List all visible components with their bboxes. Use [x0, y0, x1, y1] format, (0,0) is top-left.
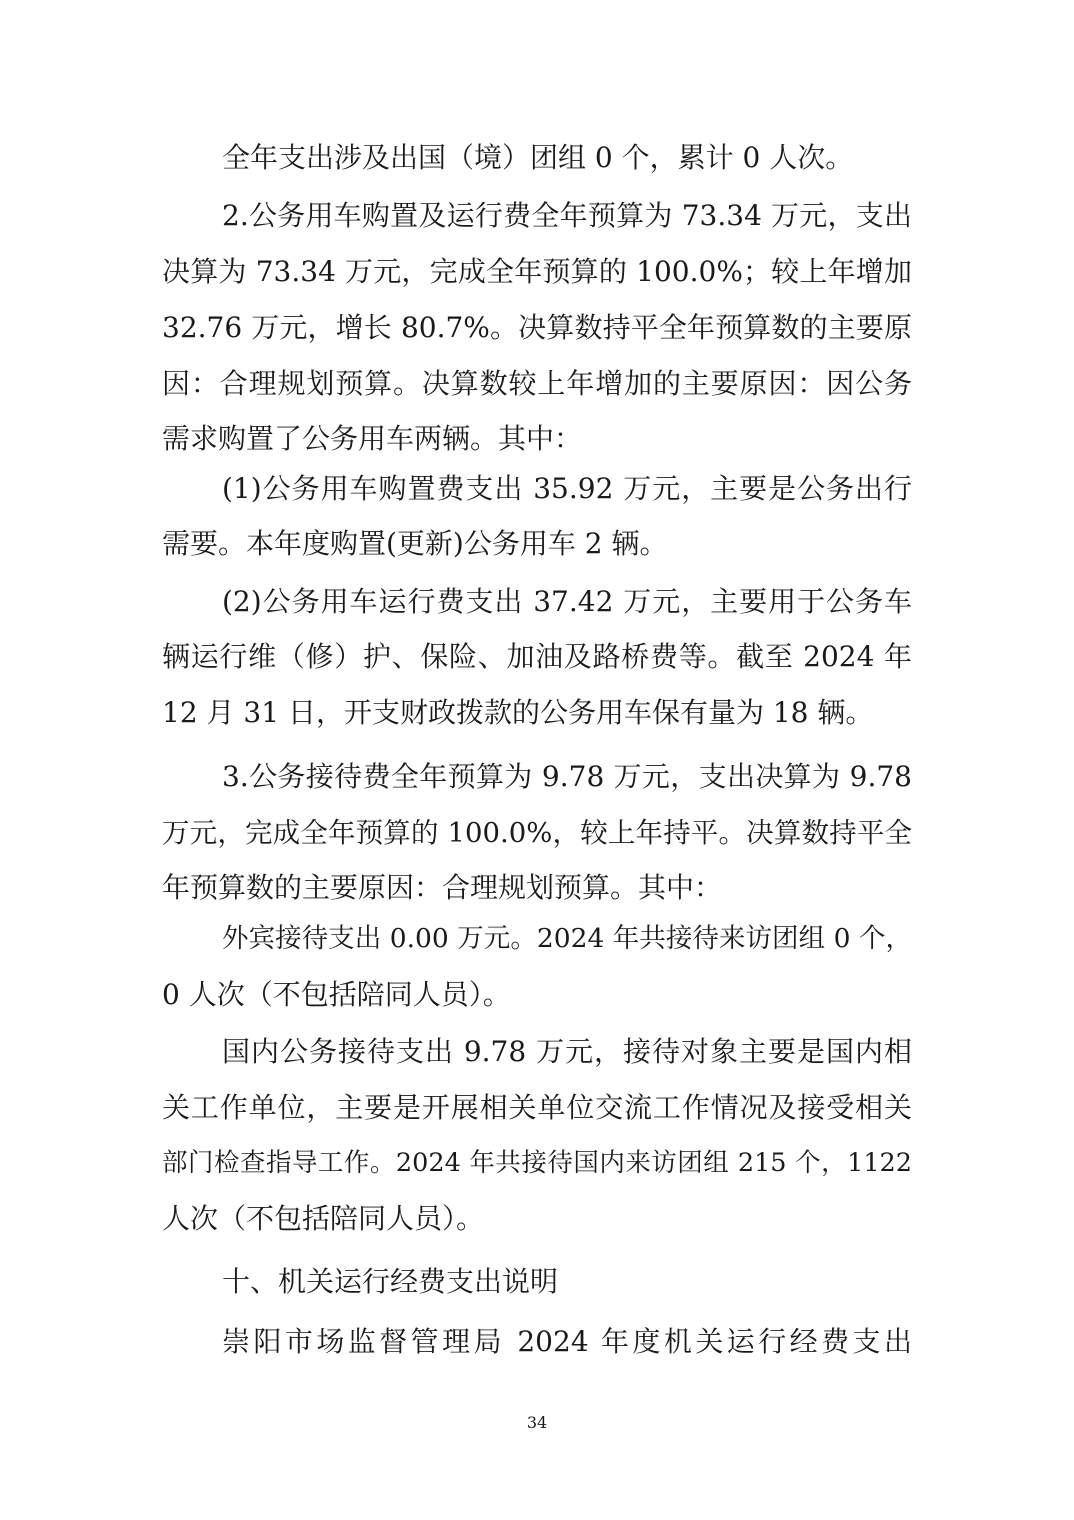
- paragraph-line: 32.76 万元，增长 80.7%。决算数持平全年预算数的主要原: [162, 311, 912, 344]
- paragraph-line: 部门检查指导工作。2024 年共接待国内来访团组 215 个，1122: [162, 1148, 912, 1178]
- paragraph-line: 辆运行维（修）护、保险、加油及路桥费等。截至 2024 年: [162, 640, 912, 673]
- paragraph-line: 国内公务接待支出 9.78 万元，接待对象主要是国内相: [222, 1035, 912, 1068]
- paragraph-line: (2)公务用车运行费支出 37.42 万元，主要用于公务车: [222, 585, 912, 618]
- paragraph-line: 需要。本年度购置(更新)公务用车 2 辆。: [162, 527, 668, 560]
- paragraph-line: 万元，完成全年预算的 100.0%，较上年持平。决算数持平全: [162, 817, 912, 849]
- page-number: 34: [526, 1413, 548, 1432]
- paragraph-line: 外宾接待支出 0.00 万元。2024 年共接待来访团组 0 个，: [222, 923, 912, 954]
- paragraph-line: 12 月 31 日，开支财政拨款的公务用车保有量为 18 辆。: [162, 696, 874, 729]
- paragraph-line: 人次（不包括陪同人员）。: [162, 1202, 485, 1235]
- paragraph-line: (1)公务用车购置费支出 35.92 万元，主要是公务出行: [222, 472, 912, 505]
- paragraph-line: 关工作单位，主要是开展相关单位交流工作情况及接受相关: [162, 1091, 912, 1124]
- paragraph-line: 需求购置了公务用车两辆。其中：: [162, 422, 583, 455]
- paragraph-line: 全年支出涉及出国（境）团组 0 个，累计 0 人次。: [222, 141, 854, 174]
- paragraph-line: 3.公务接待费全年预算为 9.78 万元，支出决算为 9.78: [222, 760, 912, 793]
- paragraph-line: 崇阳市场监督管理局 2024 年度机关运行经费支出: [222, 1325, 912, 1358]
- paragraph-line: 2.公务用车购置及运行费全年预算为 73.34 万元，支出: [222, 199, 912, 232]
- paragraph-line: 因：合理规划预算。决算数较上年增加的主要原因：因公务: [162, 367, 912, 400]
- section-heading: 十、机关运行经费支出说明: [222, 1265, 559, 1298]
- paragraph-line: 决算为 73.34 万元，完成全年预算的 100.0%；较上年增加: [162, 255, 912, 288]
- paragraph-line: 年预算数的主要原因：合理规划预算。其中：: [162, 871, 723, 904]
- paragraph-line: 0 人次（不包括陪同人员）。: [162, 978, 511, 1011]
